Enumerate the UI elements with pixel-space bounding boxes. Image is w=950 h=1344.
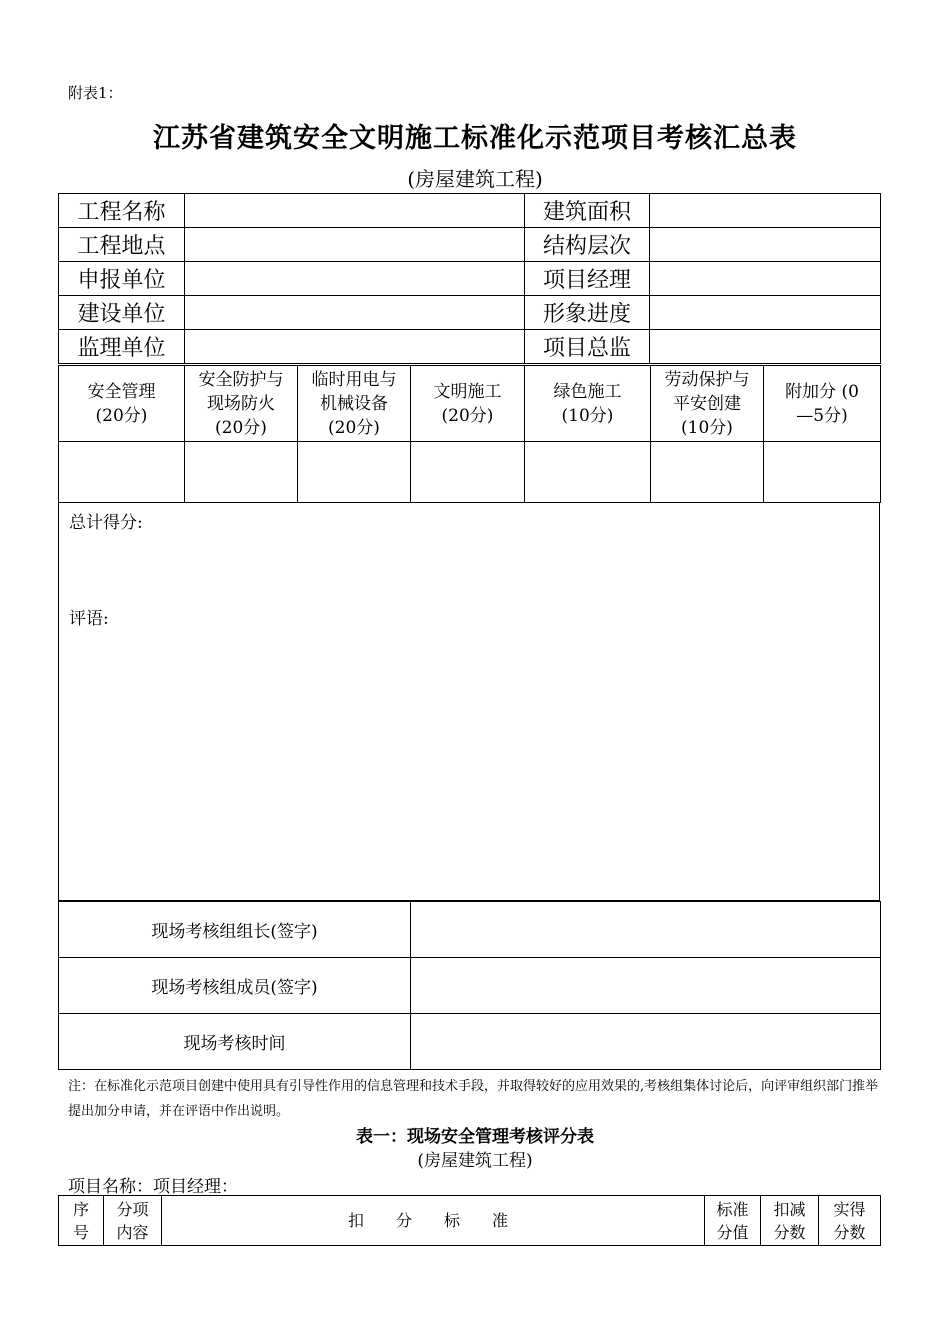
info-row <box>59 262 881 296</box>
info-label: 项目经理 <box>525 262 650 296</box>
info-value-cell[interactable] <box>185 194 525 228</box>
signature-cell[interactable] <box>411 902 881 958</box>
comment-box[interactable] <box>58 502 880 901</box>
signature-row <box>59 958 881 1014</box>
remark-label: 评语: <box>69 609 109 629</box>
info-value-cell[interactable] <box>650 228 881 262</box>
score-value-cell[interactable] <box>764 442 881 503</box>
info-label: 项目总监 <box>525 330 650 364</box>
info-value-cell[interactable] <box>650 262 881 296</box>
info-label: 工程地点 <box>59 228 185 262</box>
score-table <box>58 365 881 503</box>
score-header-protection-fire: 安全防护与 现场防火 (20分) <box>185 366 298 442</box>
score-header-row <box>59 366 881 442</box>
signature-cell[interactable] <box>411 958 881 1014</box>
score-header-electric-machinery: 临时用电与 机械设备 (20分) <box>298 366 411 442</box>
total-score-label: 总计得分: <box>69 513 143 533</box>
table2-meta: 项目名称：项目经理： <box>68 1177 238 1197</box>
signature-table <box>58 901 881 1070</box>
score-header-bonus: 附加分 (0 —5分) <box>764 366 881 442</box>
signature-label: 现场考核时间 <box>59 1014 411 1070</box>
seq-header: 序 号 <box>59 1196 104 1246</box>
info-value-cell[interactable] <box>185 228 525 262</box>
score-header-green-construction: 绿色施工 (10分) <box>525 366 651 442</box>
info-row <box>59 228 881 262</box>
score-value-cell[interactable] <box>525 442 651 503</box>
footnote: 注：在标准化示范项目创建中使用具有引导性作用的信息管理和技术手段，并取得较好的应用效果的,考核组集体讨论后，向评审组织部门推举提出加分申请，并在评语中作出说明。 <box>68 1079 879 1119</box>
info-row <box>59 296 881 330</box>
actual-score-header: 实得 分数 <box>819 1196 881 1246</box>
project-info-table <box>58 193 881 364</box>
signature-cell[interactable] <box>411 1014 881 1070</box>
info-value-cell[interactable] <box>650 194 881 228</box>
table2-subtitle: (房屋建筑工程) <box>417 1151 533 1171</box>
score-value-cell[interactable] <box>59 442 185 503</box>
info-row <box>59 194 881 228</box>
info-label: 建筑面积 <box>525 194 650 228</box>
document-subtitle: (房屋建筑工程) <box>407 167 543 191</box>
info-label: 申报单位 <box>59 262 185 296</box>
score-value-cell[interactable] <box>298 442 411 503</box>
info-row <box>59 330 881 364</box>
deduction-header: 扣减 分数 <box>761 1196 819 1246</box>
item-header: 分项 内容 <box>104 1196 162 1246</box>
info-label: 结构层次 <box>525 228 650 262</box>
info-label: 形象进度 <box>525 296 650 330</box>
info-label: 监理单位 <box>59 330 185 364</box>
signature-row <box>59 902 881 958</box>
document-title: 江苏省建筑安全文明施工标准化示范项目考核汇总表 <box>153 123 797 154</box>
score-value-cell[interactable] <box>651 442 764 503</box>
signature-label: 现场考核组组长(签字) <box>59 902 411 958</box>
score-header-safety-management: 安全管理 (20分) <box>59 366 185 442</box>
score-header-civilized-construction: 文明施工 (20分) <box>411 366 525 442</box>
table2-title: 表一：现场安全管理考核评分表 <box>356 1127 594 1147</box>
info-label: 工程名称 <box>59 194 185 228</box>
info-value-cell[interactable] <box>650 296 881 330</box>
info-value-cell[interactable] <box>185 330 525 364</box>
info-value-cell[interactable] <box>185 262 525 296</box>
info-value-cell[interactable] <box>650 330 881 364</box>
signature-row <box>59 1014 881 1070</box>
signature-label: 现场考核组成员(签字) <box>59 958 411 1014</box>
score-value-row <box>59 442 881 503</box>
info-value-cell[interactable] <box>185 296 525 330</box>
info-label: 建设单位 <box>59 296 185 330</box>
score-value-cell[interactable] <box>411 442 525 503</box>
table2-header-row <box>59 1196 881 1246</box>
score-value-cell[interactable] <box>185 442 298 503</box>
table2-header <box>58 1195 881 1246</box>
standard-score-header: 标准 分值 <box>705 1196 761 1246</box>
attachment-label: 附表1： <box>68 84 123 102</box>
score-header-labor-protection: 劳动保护与 平安创建 (10分) <box>651 366 764 442</box>
criteria-header: 扣 分 标 准 <box>162 1196 705 1246</box>
